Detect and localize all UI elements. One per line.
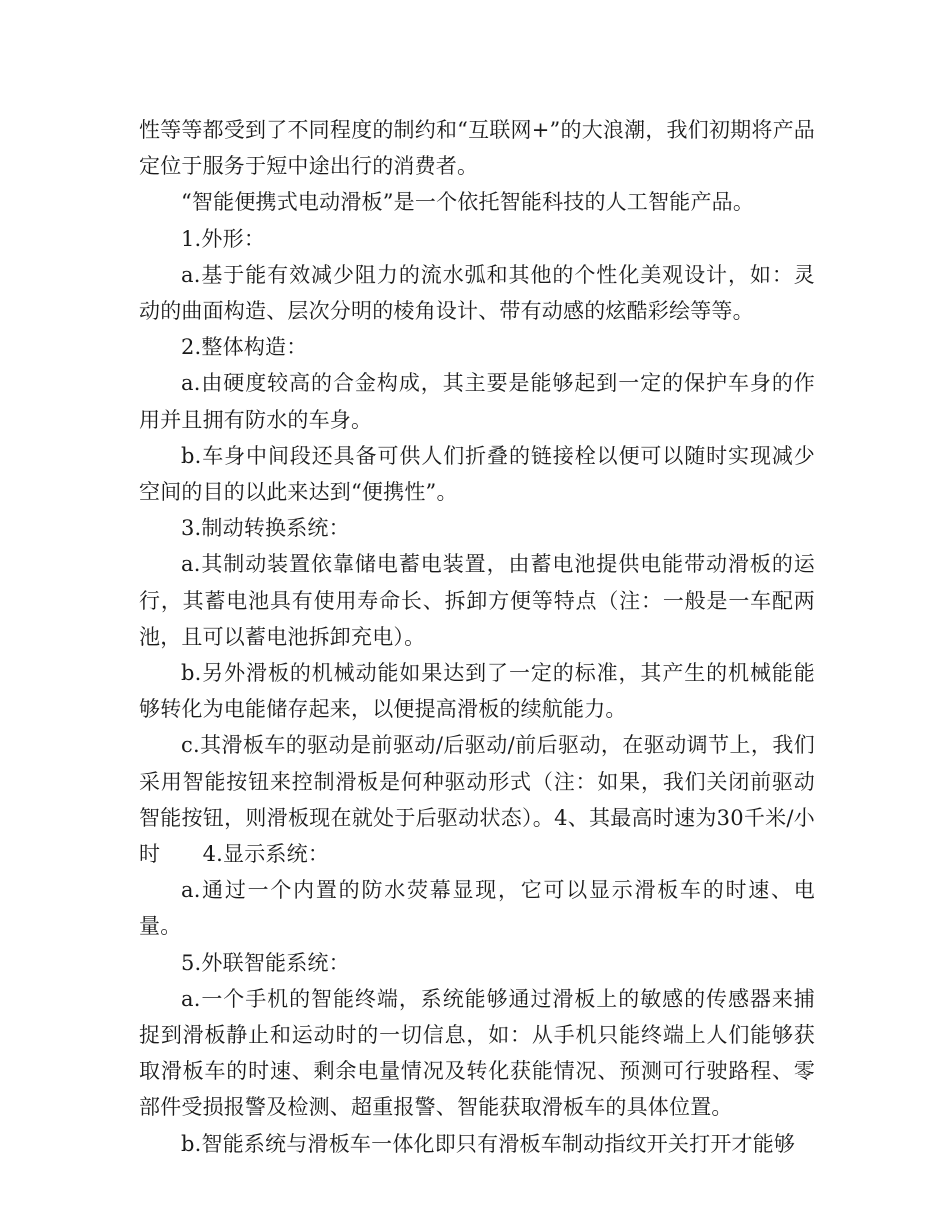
paragraph-appearance-a: a.基于能有效减少阻力的流水弧和其他的个性化美观设计，如：灵动的曲面构造、层次分明的棱角设计、带有动感的炫酷彩绘等等。 xyxy=(139,262,815,324)
document-body xyxy=(139,112,815,1162)
paragraph-brake-b: b.另外滑板的机械动能如果达到了一定的标准，其产生的机械能能够转化为电能储存起来，以便提高滑板的续航能力。 xyxy=(139,661,815,722)
heading-brake-system: 3.制动转换系统： xyxy=(181,516,350,541)
paragraph-structure-b: b.车身中间段还具备可供人们折叠的链接栓以便可以随时实现减少空间的目的以此来达到“便携性”。 xyxy=(139,443,815,505)
paragraph-structure-a: a.由硬度较高的合金构成，其主要是能够起到一定的保护车身的作用并且拥有防水的车身。 xyxy=(139,371,815,432)
paragraph-brake-a: a.其制动装置依靠储电蓄电装置，由蓄电池提供电能带动滑板的运行，其蓄电池具有使用寿命长、拆卸方便等特点（注：一般是一车配两池，且可以蓄电池拆卸充电）。 xyxy=(139,552,815,649)
paragraph-intro-continuation: 性等等都受到了不同程度的制约和“互联网+”的大浪潮，我们初期将产品定位于服务于短中途出行的消费者。 xyxy=(139,118,815,179)
paragraph-smart-b: b.智能系统与滑板车一体化即只有滑板车制动指纹开关打开才能够 xyxy=(181,1131,796,1156)
paragraph-display-a: a.通过一个内置的防水荧幕显现，它可以显示滑板车的时速、电量。 xyxy=(139,878,815,939)
paragraph-product-intro: “智能便携式电动滑板”是一个依托智能科技的人工智能产品。 xyxy=(181,190,755,215)
heading-structure: 2.整体构造： xyxy=(181,335,308,360)
paragraph-smart-a: a.一个手机的智能终端，系统能够通过滑板上的敏感的传感器来捕捉到滑板静止和运动时的一切信息，如：从手机只能终端上人们能够获取滑板车的时速、剩余电量情况及转化获能情况、预测可行驶路程、零部件受损报警及检测、超重报警、智能获取滑板车的具体位置。 xyxy=(139,986,815,1120)
paragraph-brake-c: c.其滑板车的驱动是前驱动/后驱动/前后驱动，在驱动调节上，我们采用智能按钮来控制滑板是何种驱动形式（注：如果，我们关闭前驱动智能按钮，则滑板现在就处于后驱动状态）。4、其最高时速为30千米/小时 4.显示系统： xyxy=(139,733,815,867)
heading-appearance: 1.外形： xyxy=(181,226,266,251)
heading-smart-system: 5.外联智能系统： xyxy=(181,950,350,975)
